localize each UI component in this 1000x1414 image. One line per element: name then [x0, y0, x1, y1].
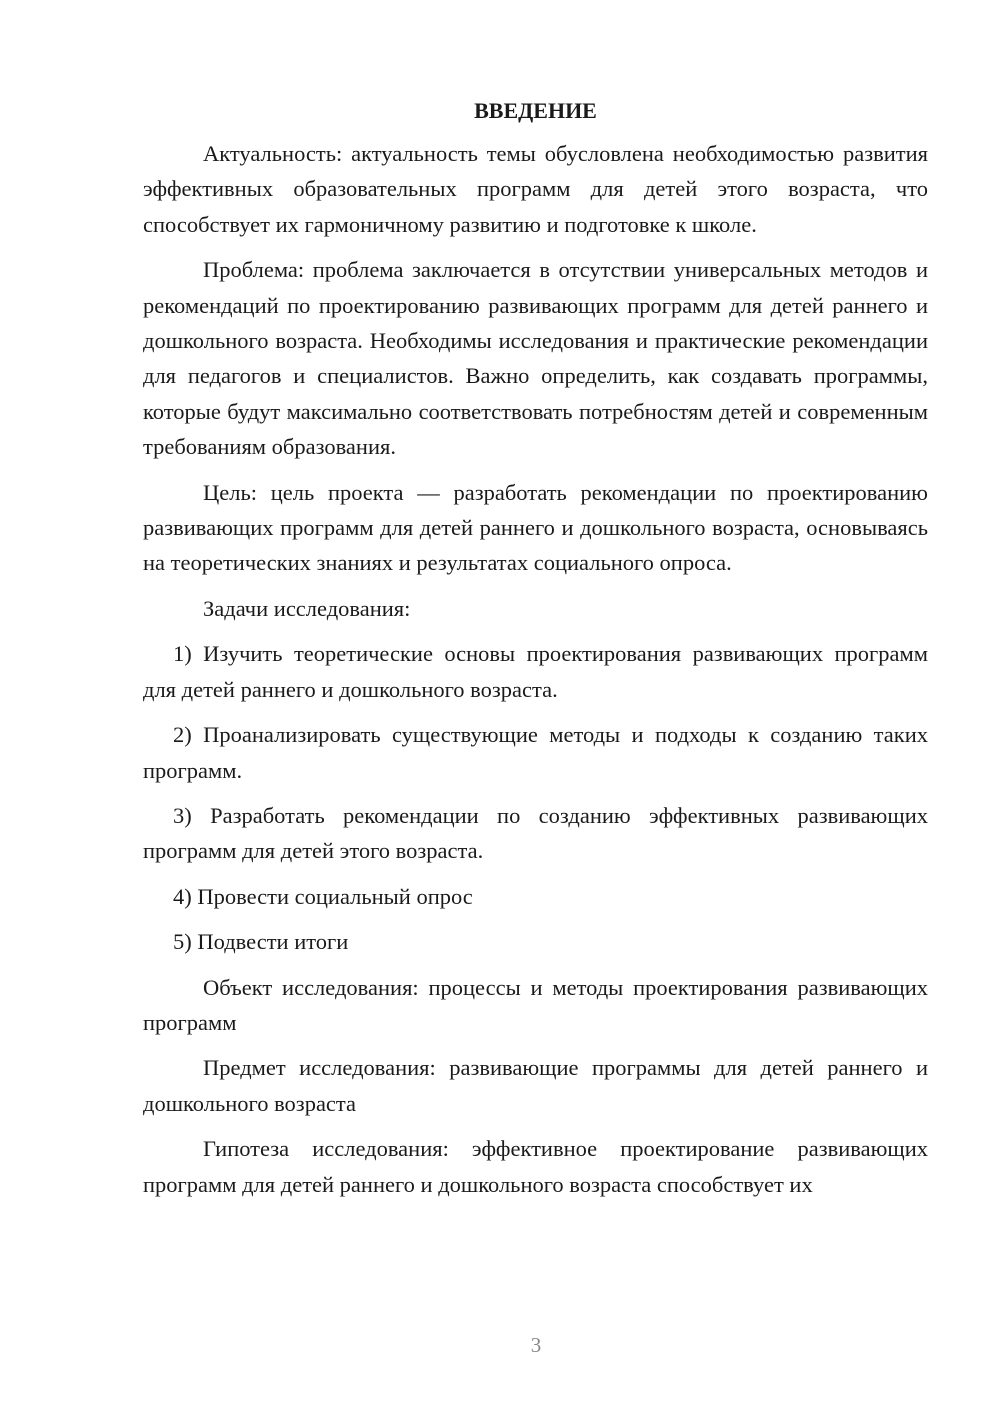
section-heading: ВВЕДЕНИЕ [474, 98, 597, 123]
task-item-3: 3) Разработать рекомендации по созданию эффективных развивающих программ для детей этого возраста. [143, 802, 928, 864]
paragraph-problem: Проблема: проблема заключается в отсутствии универсальных методов и рекомендаций по проектированию развивающих программ для детей раннего и дошкольного возраста. Необходимы исследования и практические рекомендации для педагогов и специалистов. Важно определить, как создавать программы, которые будут максимально соответствовать потребностям детей и современным требованиям образования. [143, 257, 928, 460]
task-item-1: 1) Изучить теоретические основы проектирования развивающих программ для детей раннего и дошкольного возраста. [143, 641, 928, 702]
paragraph-subject: Предмет исследования: развивающие программы для детей раннего и дошкольного возраста [143, 1055, 928, 1116]
task-item-5: 5) Подвести итоги [173, 929, 349, 955]
task-item-2: 2) Проанализировать существующие методы и подходы к созданию таких программ. [143, 722, 928, 783]
paragraph-relevance: Актуальность: актуальность темы обусловлена необходимостью развития эффективных образовательных программ для детей этого возраста, что способствует их гармоничному развитию и подготовке к школе. [143, 141, 928, 237]
task-item-4: 4) Провести социальный опрос [173, 883, 473, 909]
paragraph-hypothesis: Гипотеза исследования: эффективное проектирование развивающих программ для детей раннего и дошкольного возраста способствует их [143, 1136, 928, 1197]
paragraph-object: Объект исследования: процессы и методы проектирования развивающих программ [143, 974, 928, 1035]
page-content [143, 96, 928, 1212]
tasks-title: Задачи исследования: [203, 595, 411, 621]
paragraph-goal: Цель: цель проекта — разработать рекомендации по проектированию развивающих программ для детей раннего и дошкольного возраста, основываясь на теоретических знаниях и результатах социального опроса. [143, 479, 928, 576]
page-number: 3 [530, 1333, 542, 1357]
